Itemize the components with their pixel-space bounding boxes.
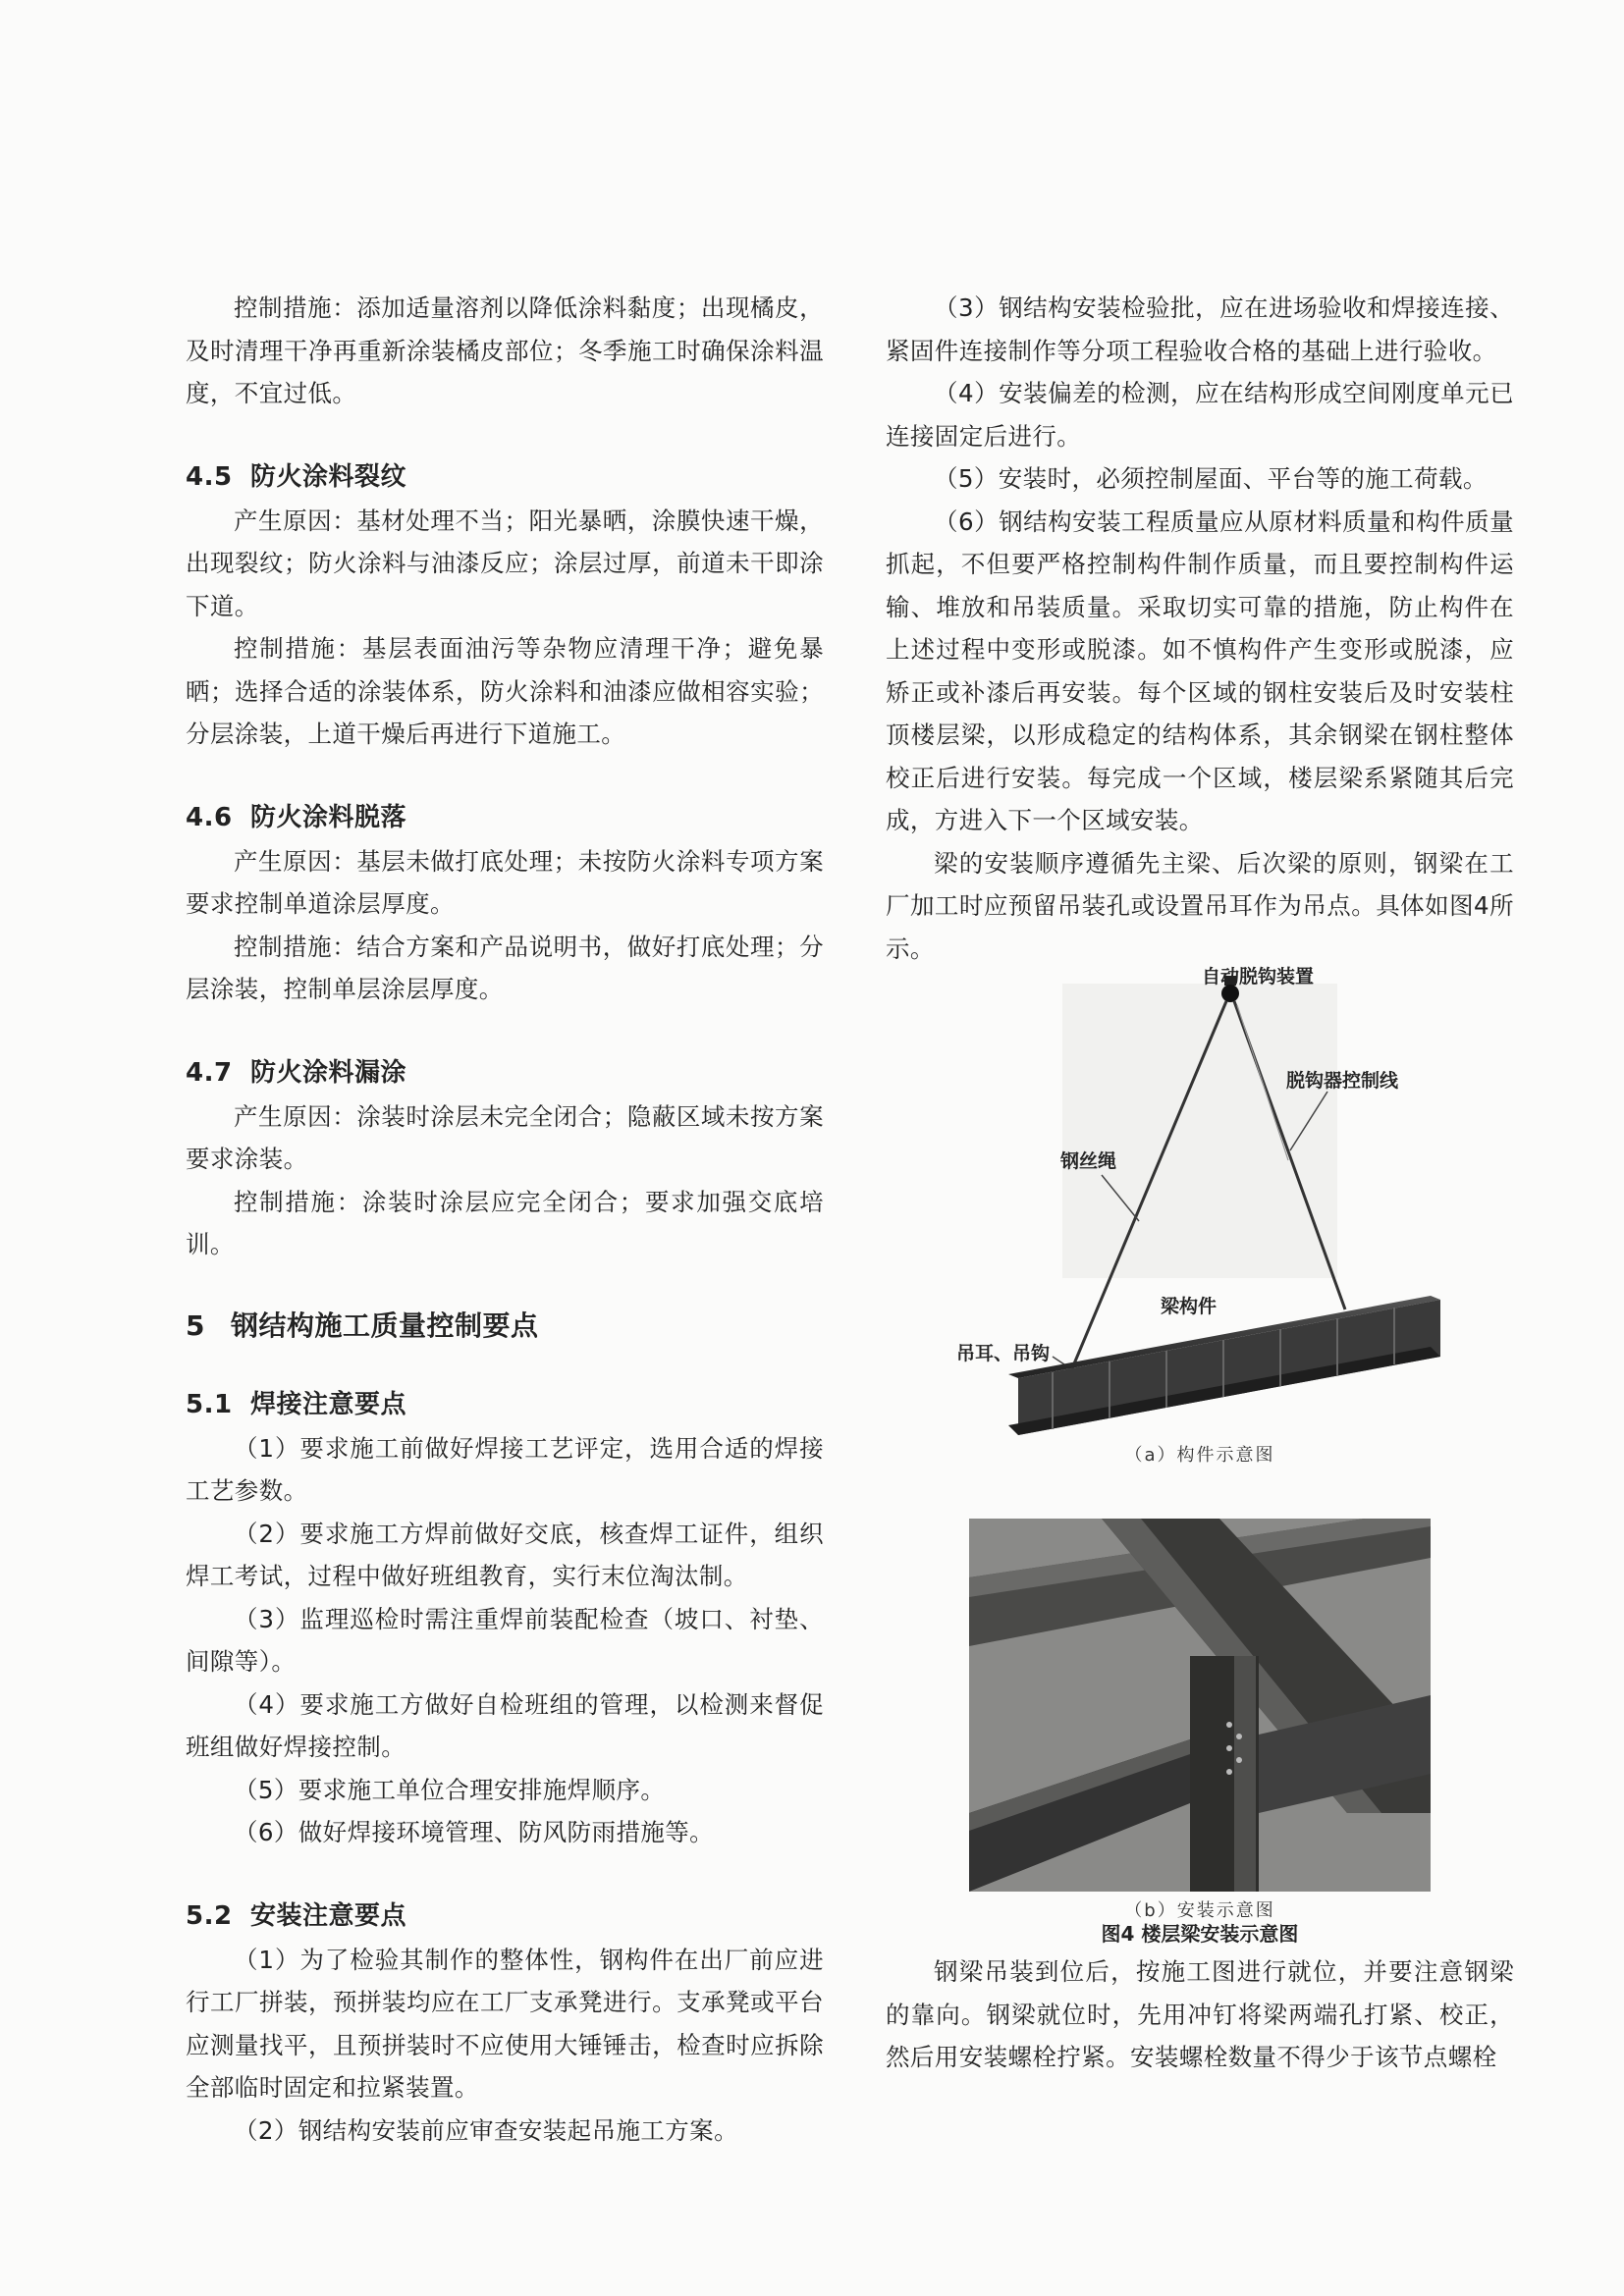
label-auto-release: 自动脱钩装置 (1202, 966, 1315, 988)
list-item: （6）钢结构安装工程质量应从原材料质量和构件质量抓起，不但要严格控制构件制作质量，而且要控制构件运输、堆放和吊装质量。采取切实可靠的措施，防止构件在上述过程中变形或脱漆。如不慎构件产生变形或脱漆，应矫正或补漆后再安装。每个区域的钢柱安装后及时安装柱顶楼层梁，以形成稳定的结构体系，其余钢梁在钢柱整体校正后进行安装。每完成一个区域，楼层梁系紧随其后完成，方进入下一个区域安装。 (886, 507, 1514, 834)
list-item: （1）为了检验其制作的整体性，钢构件在出厂前应进行工厂拼装，预拼装均应在工厂支承凳进行。支承凳或平台应测量找平，且预拼装时不应使用大锤锤击，检查时应拆除全部临时固定和拉紧装置。 (186, 1945, 824, 2102)
section-heading: 5.2 安装注意要点 (186, 1900, 407, 1931)
list-item: （6）做好焊接环境管理、防风防雨措施等。 (234, 1818, 715, 1846)
paragraph: 产生原因：基材处理不当；阳光暴晒，涂膜快速干燥，出现裂纹；防火涂料与油漆反应；涂层过厚，前道未干即涂下道。 (186, 506, 824, 620)
paragraph: 控制措施：基层表面油污等杂物应清理干净；避免暴晒；选择合适的涂装体系，防火涂料和油漆应做相容实验；分层涂装，上道干燥后再进行下道施工。 (186, 634, 824, 748)
section-heading: 4.6 防火涂料脱落 (186, 802, 407, 832)
installation-photo (886, 1519, 1514, 1892)
caption-b: （b）安装示意图 (1124, 1900, 1275, 1921)
right-column (886, 287, 1514, 2152)
chapter-heading: 5 钢结构施工质量控制要点 (186, 1308, 539, 1342)
label-control-line: 脱钩器控制线 (1286, 1070, 1399, 1092)
list-item: （4）安装偏差的检测，应在结构形成空间刚度单元已连接固定后进行。 (886, 379, 1514, 451)
paragraph: 控制措施：结合方案和产品说明书，做好打底处理；分层涂装，控制单层涂层厚度。 (186, 932, 824, 1003)
list-item: （3）钢结构安装检验批，应在进场验收和焊接连接、紧固件连接制作等分项工程验收合格的基础上进行验收。 (886, 294, 1514, 365)
paragraph: 钢梁吊装到位后，按施工图进行就位，并要注意钢梁的靠向。钢梁就位时，先用冲钉将梁两端孔打紧、校正，然后用安装螺栓拧紧。安装螺栓数量不得少于该节点螺栓 (886, 1957, 1514, 2071)
left-column (186, 287, 824, 2152)
background-haze (1062, 984, 1337, 1278)
paragraph: 产生原因：基层未做打底处理；未按防火涂料专项方案要求控制单道涂层厚度。 (186, 846, 824, 918)
paragraph: 梁的安装顺序遵循先主梁、后次梁的原则，钢梁在工厂加工时应预留吊装孔或设置吊耳作为吊点。具体如图4所示。 (886, 848, 1514, 963)
label-lug-hook: 吊耳、吊钩 (956, 1343, 1051, 1364)
list-item: （3）监理巡检时需注重焊前装配检查（坡口、衬垫、间隙等）。 (186, 1604, 824, 1676)
paragraph: 控制措施：涂装时涂层应完全闭合；要求加强交底培训。 (186, 1187, 824, 1258)
list-item: （2）要求施工方焊前做好交底，核查焊工证件，组织焊工考试，过程中做好班组教育，实行末位淘汰制。 (186, 1519, 824, 1590)
list-item: （1）要求施工前做好焊接工艺评定，选用合适的焊接工艺参数。 (186, 1433, 824, 1505)
paragraph: 产生原因：涂装时涂层未完全闭合；隐蔽区域未按方案要求涂装。 (186, 1101, 824, 1173)
label-beam: 梁构件 (1161, 1296, 1218, 1317)
list-item: （5）安装时，必须控制屋面、平台等的施工荷载。 (934, 464, 1488, 493)
figure-title: 图4 楼层梁安装示意图 (1101, 1922, 1299, 1946)
figure-a-beam-lifting (886, 964, 1514, 1435)
caption-a: （a）构件示意图 (1124, 1445, 1275, 1466)
section-heading: 4.7 防火涂料漏涂 (186, 1057, 407, 1088)
list-item: （4）要求施工方做好自检班组的管理，以检测来督促班组做好焊接控制。 (186, 1689, 824, 1761)
section-heading: 4.5 防火涂料裂纹 (186, 461, 407, 492)
label-wire-rope: 钢丝绳 (1060, 1150, 1117, 1172)
section-heading: 5.1 焊接注意要点 (186, 1389, 407, 1419)
list-item: （2）钢结构安装前应审查安装起吊施工方案。 (234, 2115, 738, 2145)
paragraph: 控制措施：添加适量溶剂以降低涂料黏度；出现橘皮，及时清理干净再重新涂装橘皮部位；冬季施工时确保涂料温度，不宜过低。 (186, 294, 824, 407)
figure-b-installation (886, 1519, 1514, 1892)
list-item: （5）要求施工单位合理安排施焊顺序。 (234, 1775, 666, 1804)
column-flange (1234, 1656, 1256, 1892)
